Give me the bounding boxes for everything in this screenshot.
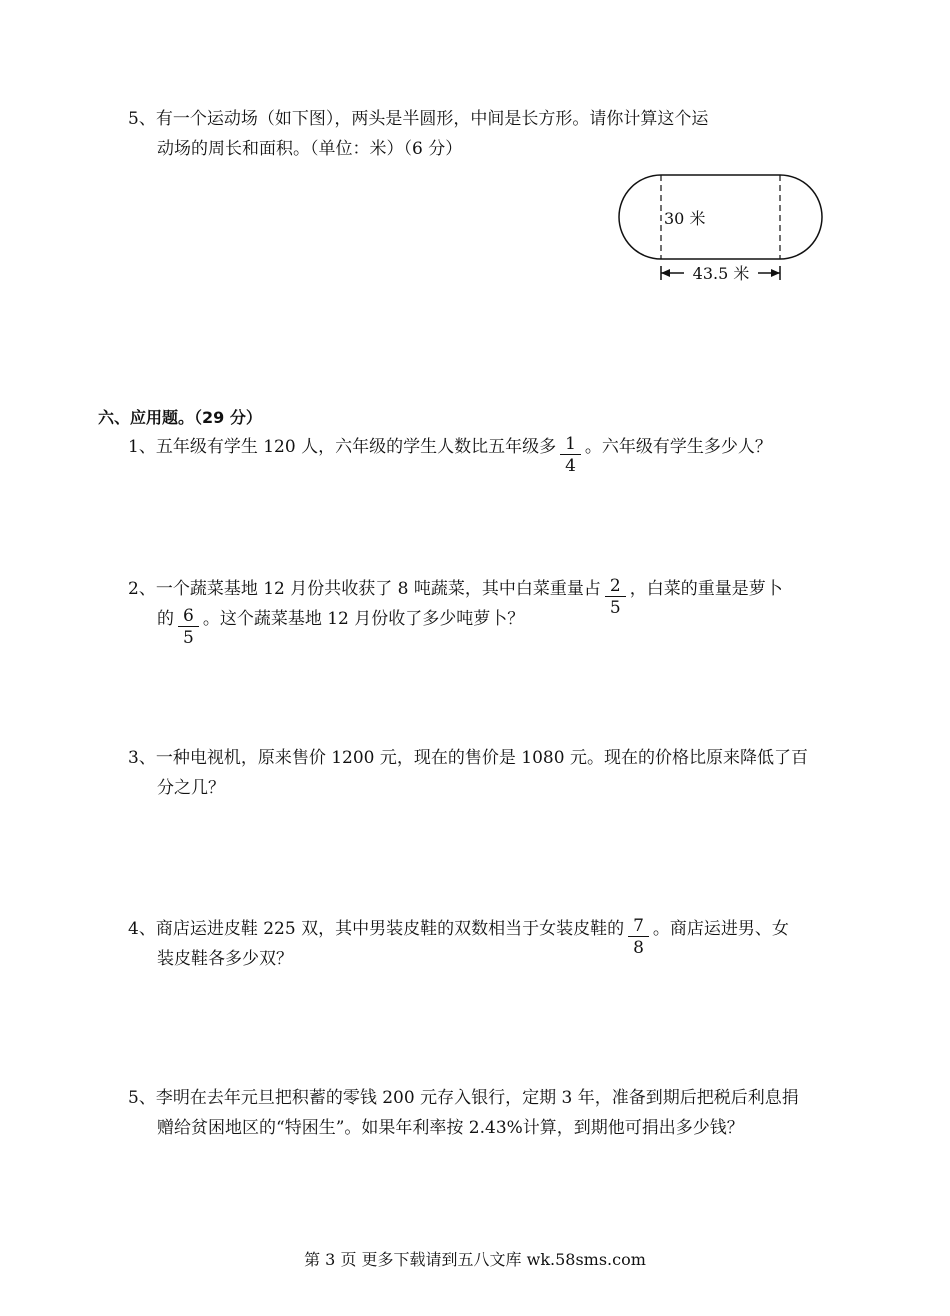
fraction-numerator: 1	[560, 432, 581, 455]
question-2-line-2-before: 的	[157, 609, 174, 629]
question-2-line-2	[157, 604, 524, 647]
fraction-denominator: 8	[633, 938, 644, 958]
fraction-numerator: 6	[178, 604, 199, 627]
track-figure	[618, 170, 828, 290]
fraction-numerator: 2	[605, 574, 626, 597]
problem-5-line-2: 动场的周长和面积。（单位：米）（6 分）	[157, 139, 463, 159]
section-6-heading: 六、应用题。（29 分）	[98, 408, 262, 427]
fraction-numerator: 7	[628, 914, 649, 937]
question-4-line-2: 装皮鞋各多少双？	[157, 949, 293, 969]
question-1-text-after: 。六年级有学生多少人？	[584, 437, 772, 457]
fraction-denominator: 5	[183, 628, 194, 648]
fraction-2-5	[605, 574, 626, 617]
page-footer: 第 3 页 更多下载请到五八文库 wk.58sms.com	[304, 1250, 646, 1269]
question-1-text-before: 1、五年级有学生 120 人，六年级的学生人数比五年级多	[128, 437, 557, 457]
question-2-line-2-after: 。这个蔬菜基地 12 月份收了多少吨萝卜？	[202, 609, 525, 629]
question-2-text-after: ，白菜的重量是萝卜	[629, 579, 783, 599]
question-1	[128, 432, 772, 475]
height-label: 30 米	[664, 209, 706, 228]
dim-right-arrowhead	[771, 269, 780, 277]
fraction-6-5	[178, 604, 199, 647]
fraction-1-4	[560, 432, 581, 475]
problem-5-line-1: 5、有一个运动场（如下图），两头是半圆形，中间是长方形。请你计算这个运	[128, 109, 709, 129]
fraction-denominator: 5	[609, 598, 621, 618]
question-3-line-2: 分之几？	[157, 778, 225, 798]
question-4-text-after: 。商店运进男、女	[652, 919, 789, 939]
fraction-denominator: 4	[565, 456, 576, 476]
question-5-line-2: 赠给贫困地区的“特困生”。如果年利率按 2.43%计算，到期他可捐出多少钱？	[157, 1118, 744, 1138]
fraction-7-8	[628, 914, 649, 957]
question-4-text-before: 4、商店运进皮鞋 225 双，其中男装皮鞋的双数相当于女装皮鞋的	[128, 919, 625, 939]
question-5-line-1: 5、李明在去年元旦把积蓄的零钱 200 元存入银行，定期 3 年，准备到期后把税后利息捐	[128, 1088, 799, 1108]
question-2-text-before: 2、一个蔬菜基地 12 月份共收获了 8 吨蔬菜，其中白菜重量占	[128, 579, 601, 599]
question-3-line-1: 3、一种电视机，原来售价 1200 元，现在的售价是 1080 元。现在的价格比原来降低了百	[128, 748, 808, 768]
dim-left-arrowhead	[661, 269, 670, 277]
track-outline	[619, 175, 822, 259]
length-label: 43.5 米	[692, 264, 750, 283]
